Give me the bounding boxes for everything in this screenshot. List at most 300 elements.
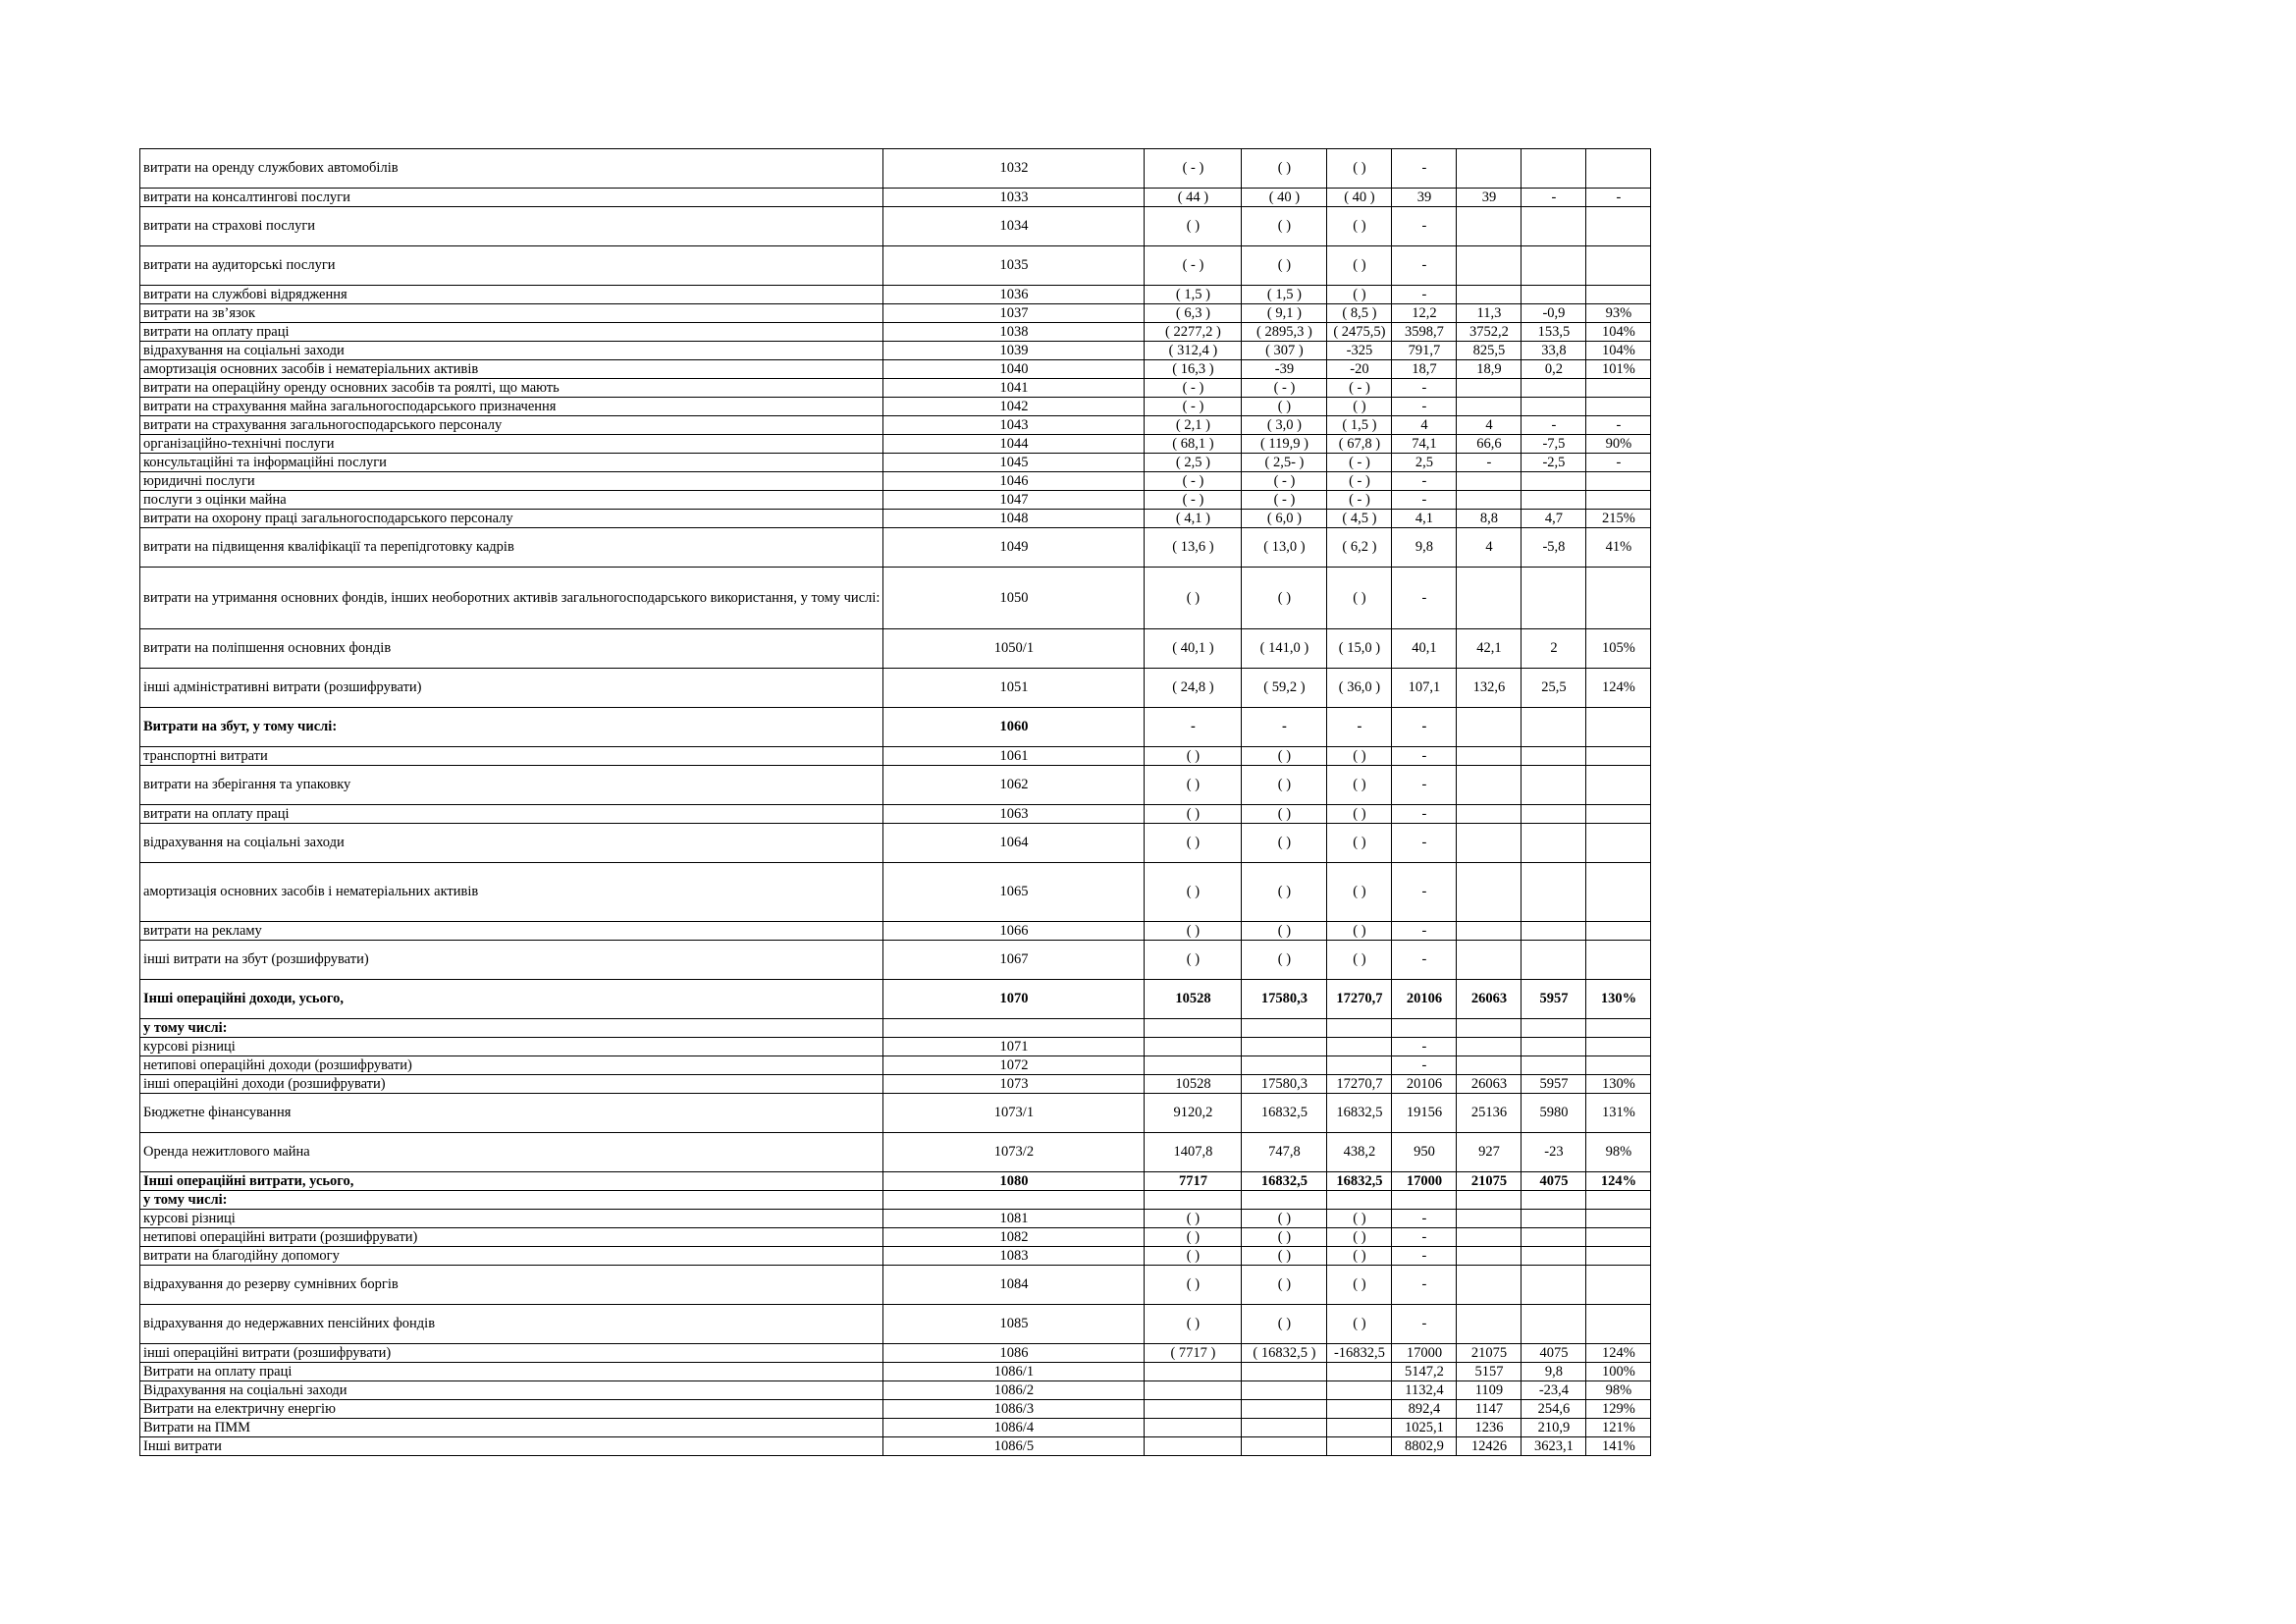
period-3-cell: [1327, 1437, 1392, 1456]
change-abs-cell: 210,9: [1522, 1419, 1586, 1437]
row-code-cell: 1037: [883, 304, 1145, 323]
period-4-cell: 3598,7: [1392, 323, 1457, 342]
row-label-cell: витрати на зв’язок: [140, 304, 883, 323]
period-2-cell: [1242, 1191, 1327, 1210]
period-5-cell: [1457, 747, 1522, 766]
period-1-cell: 7717: [1145, 1172, 1242, 1191]
period-3-cell: ( 2475,5): [1327, 323, 1392, 342]
period-3-cell: [1327, 1056, 1392, 1075]
change-abs-cell: [1522, 863, 1586, 922]
row-code-cell: 1086: [883, 1344, 1145, 1363]
table-row: [140, 824, 1651, 863]
period-2-cell: -: [1242, 708, 1327, 747]
change-pct-cell: [1586, 1305, 1651, 1344]
change-abs-cell: 153,5: [1522, 323, 1586, 342]
period-2-cell: ( ): [1242, 922, 1327, 941]
change-abs-cell: [1522, 398, 1586, 416]
period-3-cell: 17270,7: [1327, 980, 1392, 1019]
row-label-cell: нетипові операційні доходи (розшифрувати): [140, 1056, 883, 1075]
change-abs-cell: [1522, 824, 1586, 863]
period-3-cell: [1327, 1363, 1392, 1381]
row-code-cell: 1043: [883, 416, 1145, 435]
row-code-cell: 1086/1: [883, 1363, 1145, 1381]
period-4-cell: [1392, 1191, 1457, 1210]
change-abs-cell: -7,5: [1522, 435, 1586, 454]
row-label-cell: амортизація основних засобів і нематеріальних активів: [140, 863, 883, 922]
row-code-cell: 1041: [883, 379, 1145, 398]
change-pct-cell: [1586, 207, 1651, 246]
change-pct-cell: [1586, 824, 1651, 863]
change-pct-cell: [1586, 708, 1651, 747]
period-2-cell: ( 13,0 ): [1242, 528, 1327, 568]
row-label-cell: курсові різниці: [140, 1210, 883, 1228]
period-1-cell: ( 40,1 ): [1145, 629, 1242, 669]
row-label-cell: Бюджетне фінансування: [140, 1094, 883, 1133]
period-1-cell: [1145, 1056, 1242, 1075]
change-pct-cell: [1586, 1228, 1651, 1247]
period-3-cell: ( ): [1327, 568, 1392, 629]
period-5-cell: [1457, 472, 1522, 491]
change-abs-cell: 0,2: [1522, 360, 1586, 379]
change-abs-cell: [1522, 708, 1586, 747]
period-4-cell: 1025,1: [1392, 1419, 1457, 1437]
period-1-cell: ( 16,3 ): [1145, 360, 1242, 379]
period-5-cell: [1457, 922, 1522, 941]
period-3-cell: ( ): [1327, 922, 1392, 941]
table-row: [140, 629, 1651, 669]
period-4-cell: 9,8: [1392, 528, 1457, 568]
row-code-cell: 1045: [883, 454, 1145, 472]
period-2-cell: ( ): [1242, 149, 1327, 189]
table-row: [140, 863, 1651, 922]
change-abs-cell: [1522, 149, 1586, 189]
row-label-cell: відрахування до резерву сумнівних боргів: [140, 1266, 883, 1305]
period-1-cell: ( 2277,2 ): [1145, 323, 1242, 342]
period-4-cell: 17000: [1392, 1344, 1457, 1363]
table-row: [140, 379, 1651, 398]
change-pct-cell: -: [1586, 189, 1651, 207]
period-3-cell: ( ): [1327, 805, 1392, 824]
period-2-cell: ( ): [1242, 1247, 1327, 1266]
period-5-cell: [1457, 286, 1522, 304]
period-5-cell: 1147: [1457, 1400, 1522, 1419]
change-pct-cell: [1586, 1247, 1651, 1266]
period-2-cell: [1242, 1437, 1327, 1456]
period-4-cell: -: [1392, 863, 1457, 922]
row-code-cell: 1085: [883, 1305, 1145, 1344]
row-label-cell: витрати на оплату праці: [140, 323, 883, 342]
table-row: [140, 568, 1651, 629]
period-1-cell: ( ): [1145, 922, 1242, 941]
period-3-cell: ( ): [1327, 149, 1392, 189]
table-row: [140, 360, 1651, 379]
period-1-cell: ( ): [1145, 747, 1242, 766]
change-abs-cell: 9,8: [1522, 1363, 1586, 1381]
period-2-cell: ( 141,0 ): [1242, 629, 1327, 669]
period-4-cell: -: [1392, 941, 1457, 980]
period-1-cell: ( - ): [1145, 149, 1242, 189]
period-5-cell: 3752,2: [1457, 323, 1522, 342]
row-label-cell: витрати на консалтингові послуги: [140, 189, 883, 207]
change-pct-cell: -: [1586, 416, 1651, 435]
change-pct-cell: [1586, 398, 1651, 416]
period-5-cell: 39: [1457, 189, 1522, 207]
period-2-cell: ( ): [1242, 246, 1327, 286]
period-3-cell: [1327, 1419, 1392, 1437]
period-5-cell: 25136: [1457, 1094, 1522, 1133]
row-label-cell: витрати на операційну оренду основних засобів та роялті, що мають: [140, 379, 883, 398]
period-5-cell: [1457, 1038, 1522, 1056]
period-3-cell: -325: [1327, 342, 1392, 360]
change-pct-cell: [1586, 1019, 1651, 1038]
change-pct-cell: [1586, 1038, 1651, 1056]
period-1-cell: -: [1145, 708, 1242, 747]
table-row: [140, 941, 1651, 980]
period-1-cell: ( 312,4 ): [1145, 342, 1242, 360]
period-3-cell: ( ): [1327, 1266, 1392, 1305]
change-pct-cell: 101%: [1586, 360, 1651, 379]
period-5-cell: -: [1457, 454, 1522, 472]
change-pct-cell: 130%: [1586, 980, 1651, 1019]
period-5-cell: 26063: [1457, 980, 1522, 1019]
change-abs-cell: [1522, 1228, 1586, 1247]
period-3-cell: ( 8,5 ): [1327, 304, 1392, 323]
period-1-cell: [1145, 1191, 1242, 1210]
period-1-cell: [1145, 1400, 1242, 1419]
period-1-cell: ( - ): [1145, 398, 1242, 416]
table-row: [140, 286, 1651, 304]
period-4-cell: -: [1392, 1247, 1457, 1266]
change-pct-cell: -: [1586, 454, 1651, 472]
change-abs-cell: 4,7: [1522, 510, 1586, 528]
period-4-cell: 4: [1392, 416, 1457, 435]
change-abs-cell: [1522, 766, 1586, 805]
period-3-cell: ( - ): [1327, 379, 1392, 398]
row-code-cell: 1034: [883, 207, 1145, 246]
row-code-cell: 1073/2: [883, 1133, 1145, 1172]
period-1-cell: ( - ): [1145, 379, 1242, 398]
period-4-cell: -: [1392, 747, 1457, 766]
row-label-cell: амортизація основних засобів і нематеріальних активів: [140, 360, 883, 379]
table-row: [140, 1191, 1651, 1210]
period-5-cell: 21075: [1457, 1344, 1522, 1363]
period-5-cell: [1457, 863, 1522, 922]
table-row: [140, 472, 1651, 491]
period-4-cell: 107,1: [1392, 669, 1457, 708]
table-row: [140, 416, 1651, 435]
change-pct-cell: [1586, 863, 1651, 922]
row-label-cell: Витрати на електричну енергію: [140, 1400, 883, 1419]
period-5-cell: 18,9: [1457, 360, 1522, 379]
period-2-cell: 17580,3: [1242, 1075, 1327, 1094]
table-row: [140, 1228, 1651, 1247]
row-label-cell: інші операційні витрати (розшифрувати): [140, 1344, 883, 1363]
period-3-cell: ( ): [1327, 207, 1392, 246]
period-1-cell: ( - ): [1145, 472, 1242, 491]
period-4-cell: 12,2: [1392, 304, 1457, 323]
row-code-cell: 1044: [883, 435, 1145, 454]
period-5-cell: 26063: [1457, 1075, 1522, 1094]
period-5-cell: [1457, 941, 1522, 980]
period-3-cell: -16832,5: [1327, 1344, 1392, 1363]
period-1-cell: ( 2,1 ): [1145, 416, 1242, 435]
table-row: [140, 1133, 1651, 1172]
table-row: [140, 1363, 1651, 1381]
period-3-cell: ( ): [1327, 766, 1392, 805]
row-code-cell: 1046: [883, 472, 1145, 491]
row-code-cell: 1035: [883, 246, 1145, 286]
change-pct-cell: 141%: [1586, 1437, 1651, 1456]
period-5-cell: [1457, 1247, 1522, 1266]
period-3-cell: ( ): [1327, 1210, 1392, 1228]
period-4-cell: 4,1: [1392, 510, 1457, 528]
period-5-cell: 132,6: [1457, 669, 1522, 708]
period-4-cell: -: [1392, 1266, 1457, 1305]
period-3-cell: ( 6,2 ): [1327, 528, 1392, 568]
row-code-cell: 1042: [883, 398, 1145, 416]
period-1-cell: [1145, 1437, 1242, 1456]
period-4-cell: -: [1392, 149, 1457, 189]
row-code-cell: 1086/3: [883, 1400, 1145, 1419]
period-2-cell: ( 307 ): [1242, 342, 1327, 360]
change-abs-cell: [1522, 1019, 1586, 1038]
change-pct-cell: 98%: [1586, 1381, 1651, 1400]
change-pct-cell: [1586, 149, 1651, 189]
period-2-cell: ( ): [1242, 824, 1327, 863]
table-row: [140, 1210, 1651, 1228]
period-3-cell: 438,2: [1327, 1133, 1392, 1172]
period-2-cell: ( ): [1242, 398, 1327, 416]
row-code-cell: 1086/5: [883, 1437, 1145, 1456]
period-4-cell: -: [1392, 708, 1457, 747]
period-4-cell: -: [1392, 398, 1457, 416]
table-row: [140, 435, 1651, 454]
period-4-cell: -: [1392, 246, 1457, 286]
table-row: [140, 149, 1651, 189]
period-4-cell: 8802,9: [1392, 1437, 1457, 1456]
period-5-cell: 4: [1457, 416, 1522, 435]
change-pct-cell: [1586, 286, 1651, 304]
period-5-cell: [1457, 1056, 1522, 1075]
period-4-cell: 892,4: [1392, 1400, 1457, 1419]
table-row: [140, 491, 1651, 510]
change-abs-cell: [1522, 568, 1586, 629]
change-abs-cell: [1522, 1266, 1586, 1305]
row-code-cell: [883, 1019, 1145, 1038]
period-3-cell: ( 15,0 ): [1327, 629, 1392, 669]
change-pct-cell: [1586, 246, 1651, 286]
change-pct-cell: [1586, 491, 1651, 510]
period-1-cell: ( ): [1145, 766, 1242, 805]
period-2-cell: ( 9,1 ): [1242, 304, 1327, 323]
row-label-cell: юридичні послуги: [140, 472, 883, 491]
change-pct-cell: [1586, 766, 1651, 805]
change-abs-cell: [1522, 747, 1586, 766]
period-2-cell: ( ): [1242, 747, 1327, 766]
period-4-cell: 791,7: [1392, 342, 1457, 360]
row-code-cell: 1051: [883, 669, 1145, 708]
change-abs-cell: [1522, 941, 1586, 980]
row-code-cell: 1038: [883, 323, 1145, 342]
row-label-cell: нетипові операційні витрати (розшифрувати): [140, 1228, 883, 1247]
period-2-cell: [1242, 1038, 1327, 1056]
row-label-cell: відрахування на соціальні заходи: [140, 342, 883, 360]
change-abs-cell: -: [1522, 416, 1586, 435]
period-5-cell: [1457, 766, 1522, 805]
period-2-cell: ( ): [1242, 1210, 1327, 1228]
period-4-cell: -: [1392, 568, 1457, 629]
period-2-cell: ( 6,0 ): [1242, 510, 1327, 528]
table-row: [140, 1305, 1651, 1344]
period-3-cell: ( ): [1327, 246, 1392, 286]
change-pct-cell: [1586, 379, 1651, 398]
period-3-cell: ( ): [1327, 398, 1392, 416]
row-code-cell: 1032: [883, 149, 1145, 189]
period-4-cell: 17000: [1392, 1172, 1457, 1191]
row-label-cell: у тому числі:: [140, 1019, 883, 1038]
period-3-cell: ( 4,5 ): [1327, 510, 1392, 528]
table-row: [140, 323, 1651, 342]
row-code-cell: 1048: [883, 510, 1145, 528]
change-pct-cell: 215%: [1586, 510, 1651, 528]
table-row: [140, 1266, 1651, 1305]
change-pct-cell: [1586, 1266, 1651, 1305]
period-4-cell: 20106: [1392, 980, 1457, 1019]
period-5-cell: [1457, 1266, 1522, 1305]
row-code-cell: 1061: [883, 747, 1145, 766]
change-abs-cell: 2: [1522, 629, 1586, 669]
row-code-cell: 1084: [883, 1266, 1145, 1305]
period-1-cell: 10528: [1145, 1075, 1242, 1094]
period-5-cell: 42,1: [1457, 629, 1522, 669]
row-code-cell: 1033: [883, 189, 1145, 207]
period-4-cell: -: [1392, 1210, 1457, 1228]
row-label-cell: витрати на утримання основних фондів, інших необоротних активів загальногосподарського використання, у тому числі:: [140, 568, 883, 629]
period-3-cell: -20: [1327, 360, 1392, 379]
period-5-cell: 4: [1457, 528, 1522, 568]
row-label-cell: витрати на рекламу: [140, 922, 883, 941]
period-2-cell: 17580,3: [1242, 980, 1327, 1019]
period-2-cell: 747,8: [1242, 1133, 1327, 1172]
row-code-cell: 1039: [883, 342, 1145, 360]
row-code-cell: 1060: [883, 708, 1145, 747]
period-1-cell: 9120,2: [1145, 1094, 1242, 1133]
change-abs-cell: 3623,1: [1522, 1437, 1586, 1456]
period-5-cell: 12426: [1457, 1437, 1522, 1456]
period-3-cell: [1327, 1019, 1392, 1038]
period-3-cell: ( ): [1327, 1228, 1392, 1247]
change-abs-cell: 25,5: [1522, 669, 1586, 708]
row-label-cell: інші операційні доходи (розшифрувати): [140, 1075, 883, 1094]
change-abs-cell: -: [1522, 189, 1586, 207]
period-1-cell: ( 13,6 ): [1145, 528, 1242, 568]
table-row: [140, 1419, 1651, 1437]
period-5-cell: [1457, 1228, 1522, 1247]
period-3-cell: ( 36,0 ): [1327, 669, 1392, 708]
period-4-cell: -: [1392, 1305, 1457, 1344]
row-label-cell: витрати на страхування загальногосподарського персоналу: [140, 416, 883, 435]
period-3-cell: ( ): [1327, 1247, 1392, 1266]
row-code-cell: 1073: [883, 1075, 1145, 1094]
period-3-cell: ( - ): [1327, 491, 1392, 510]
period-5-cell: [1457, 1019, 1522, 1038]
period-1-cell: 10528: [1145, 980, 1242, 1019]
row-code-cell: 1067: [883, 941, 1145, 980]
period-1-cell: ( - ): [1145, 246, 1242, 286]
period-2-cell: ( 3,0 ): [1242, 416, 1327, 435]
row-label-cell: витрати на охорону праці загальногосподарського персоналу: [140, 510, 883, 528]
period-5-cell: [1457, 824, 1522, 863]
period-5-cell: 927: [1457, 1133, 1522, 1172]
table-row: [140, 398, 1651, 416]
change-pct-cell: 130%: [1586, 1075, 1651, 1094]
period-5-cell: 8,8: [1457, 510, 1522, 528]
period-4-cell: -: [1392, 805, 1457, 824]
change-abs-cell: [1522, 1056, 1586, 1075]
period-1-cell: ( ): [1145, 1247, 1242, 1266]
period-2-cell: ( - ): [1242, 379, 1327, 398]
change-abs-cell: 4075: [1522, 1172, 1586, 1191]
row-label-cell: Витрати на ПММ: [140, 1419, 883, 1437]
row-code-cell: 1050/1: [883, 629, 1145, 669]
period-3-cell: ( ): [1327, 863, 1392, 922]
row-code-cell: 1081: [883, 1210, 1145, 1228]
change-abs-cell: -0,9: [1522, 304, 1586, 323]
change-pct-cell: 124%: [1586, 1344, 1651, 1363]
period-3-cell: ( 40 ): [1327, 189, 1392, 207]
change-pct-cell: 41%: [1586, 528, 1651, 568]
table-row: [140, 1381, 1651, 1400]
row-label-cell: інші адміністративні витрати (розшифрувати): [140, 669, 883, 708]
table-row: [140, 342, 1651, 360]
table-row: [140, 1344, 1651, 1363]
period-2-cell: ( ): [1242, 766, 1327, 805]
change-pct-cell: 98%: [1586, 1133, 1651, 1172]
row-label-cell: витрати на аудиторські послуги: [140, 246, 883, 286]
table-row: [140, 1400, 1651, 1419]
row-code-cell: 1049: [883, 528, 1145, 568]
period-2-cell: 16832,5: [1242, 1172, 1327, 1191]
row-label-cell: Витрати на збут, у тому числі:: [140, 708, 883, 747]
period-4-cell: 5147,2: [1392, 1363, 1457, 1381]
table-row: [140, 1019, 1651, 1038]
period-1-cell: ( 6,3 ): [1145, 304, 1242, 323]
row-code-cell: 1065: [883, 863, 1145, 922]
change-abs-cell: 5957: [1522, 1075, 1586, 1094]
row-label-cell: витрати на благодійну допомогу: [140, 1247, 883, 1266]
period-1-cell: ( ): [1145, 1266, 1242, 1305]
period-5-cell: 825,5: [1457, 342, 1522, 360]
period-2-cell: ( 59,2 ): [1242, 669, 1327, 708]
period-2-cell: ( - ): [1242, 472, 1327, 491]
period-4-cell: -: [1392, 1228, 1457, 1247]
period-3-cell: 17270,7: [1327, 1075, 1392, 1094]
change-pct-cell: [1586, 747, 1651, 766]
period-5-cell: [1457, 149, 1522, 189]
period-1-cell: [1145, 1419, 1242, 1437]
period-3-cell: [1327, 1400, 1392, 1419]
period-1-cell: [1145, 1019, 1242, 1038]
period-5-cell: [1457, 398, 1522, 416]
row-label-cell: відрахування до недержавних пенсійних фондів: [140, 1305, 883, 1344]
period-3-cell: ( 1,5 ): [1327, 416, 1392, 435]
row-label-cell: транспортні витрати: [140, 747, 883, 766]
period-4-cell: 74,1: [1392, 435, 1457, 454]
table-row: [140, 708, 1651, 747]
table-row: [140, 1247, 1651, 1266]
period-2-cell: ( ): [1242, 805, 1327, 824]
period-3-cell: [1327, 1191, 1392, 1210]
